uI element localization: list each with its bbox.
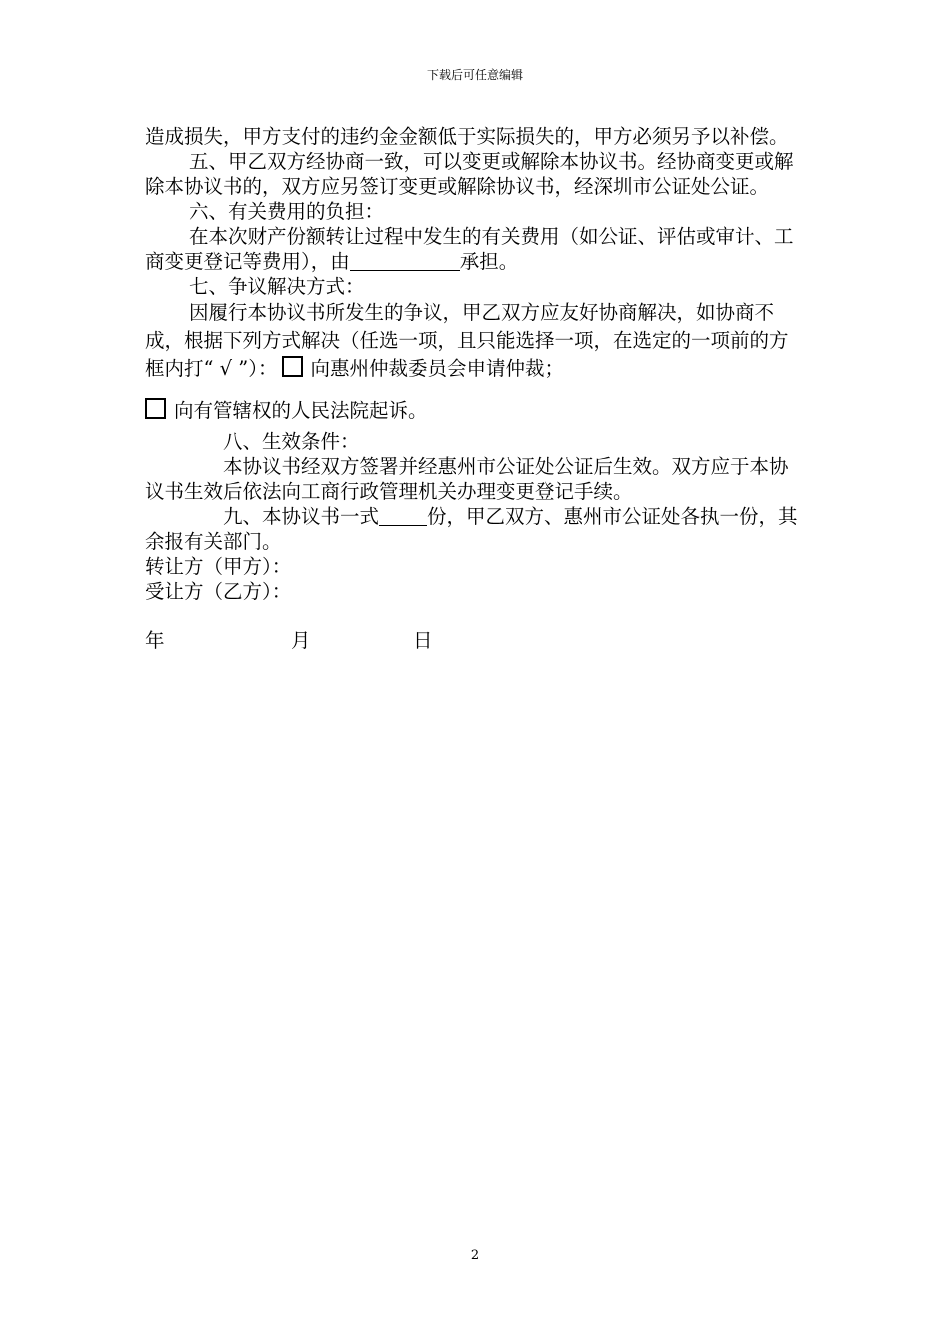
date-month: 月 bbox=[291, 629, 311, 652]
fees-text: 在本次财产份额转让过程中发生的有关费用（如公证、评估或审计、工商变更登记等费用），由 bbox=[145, 225, 794, 273]
copies-text-end: 份，甲乙双方、惠州市公证处各执一份，其余报有关部门。 bbox=[145, 505, 798, 553]
heading-clause-8: 八、生效条件： bbox=[223, 430, 360, 453]
arbitration-checkbox[interactable] bbox=[282, 356, 303, 377]
page-header: 下载后可任意编辑 bbox=[426, 68, 523, 82]
paragraph-effective-conditions: 本协议书经双方签署并经惠州市公证处公证后生效。双方应于本协议书生效后依法向工商行政管理机关办理变更登记手续。 bbox=[145, 455, 789, 503]
dispute-text: 因履行本协议书所发生的争议，甲乙双方应友好协商解决，如协商不成，根据下列方式解决（任选一项，且只能选择一项，在选定的一项前的方框内打“ √ ”）： bbox=[145, 301, 789, 380]
copies-count-blank[interactable] bbox=[379, 507, 427, 526]
arbitration-option-label: 向惠州仲裁委员会申请仲裁； bbox=[310, 357, 565, 380]
transferor-signature-line: 转让方（甲方）： bbox=[145, 555, 292, 578]
litigation-option bbox=[145, 398, 805, 423]
copies-text: 九、本协议书一式 bbox=[223, 505, 380, 528]
transferee-signature-line: 受让方（乙方）： bbox=[145, 580, 292, 603]
litigation-option-label: 向有管辖权的人民法院起诉。 bbox=[174, 399, 428, 422]
paragraph-dispute bbox=[145, 299, 805, 383]
date-line bbox=[145, 628, 805, 653]
heading-clause-6: 六、有关费用的负担： bbox=[189, 200, 385, 223]
date-day: 日 bbox=[413, 629, 433, 652]
paragraph-clause-5: 五、甲乙双方经协商一致，可以变更或解除本协议书。经协商变更或解除本协议书的，双方应另签订变更或解除协议书，经深圳市公证处公证。 bbox=[145, 150, 794, 198]
date-year: 年 bbox=[145, 629, 165, 652]
document-body bbox=[145, 124, 805, 653]
litigation-checkbox[interactable] bbox=[145, 398, 166, 419]
fees-text-end: 承担。 bbox=[459, 250, 519, 273]
page-number: 2 bbox=[470, 1248, 480, 1263]
fees-party-blank[interactable] bbox=[350, 252, 460, 271]
paragraph-copies bbox=[145, 504, 805, 554]
paragraph-fees bbox=[145, 224, 805, 274]
heading-clause-7: 七、争议解决方式： bbox=[189, 275, 365, 298]
paragraph-compensation: 造成损失，甲方支付的违约金金额低于实际损失的，甲方必须另予以补偿。 bbox=[145, 125, 789, 148]
